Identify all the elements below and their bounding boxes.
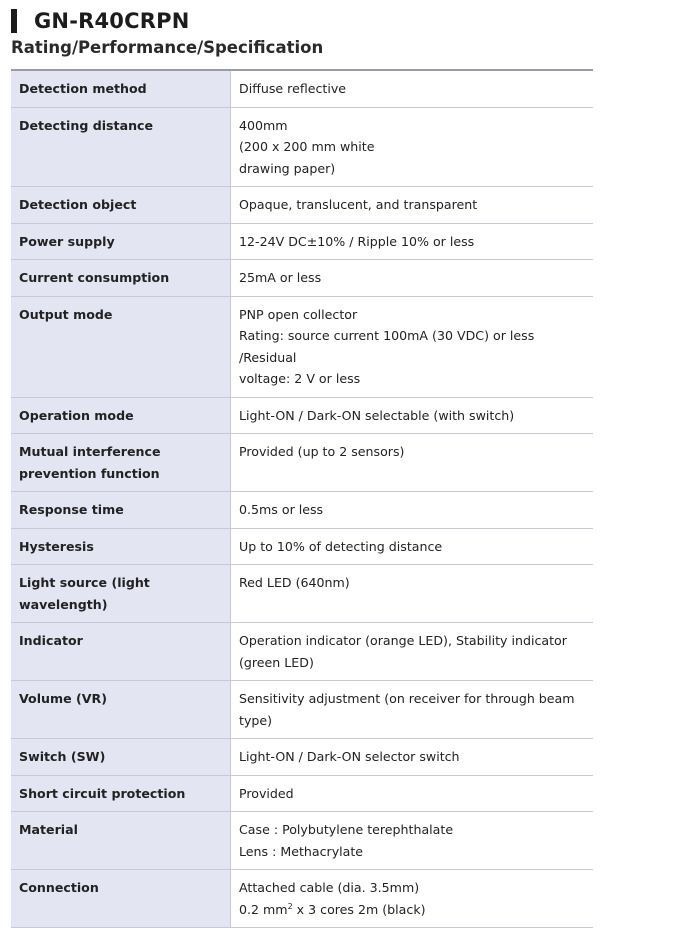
row-label: Power supply (11, 223, 231, 260)
value-line: Attached cable (dia. 3.5mm) (239, 880, 420, 895)
row-value (231, 187, 594, 224)
value-line (239, 899, 585, 921)
value-line: Light-ON / Dark-ON selector switch (239, 749, 460, 764)
table-row (11, 397, 593, 434)
row-label: Operation mode (11, 397, 231, 434)
row-label: Response time (11, 492, 231, 529)
page-title: GN-R40CRPN (34, 9, 190, 33)
row-label: Material (11, 812, 231, 870)
page-header (11, 7, 189, 35)
row-label: Detection method (11, 70, 231, 107)
row-value (231, 492, 594, 529)
value-line: voltage: 2 V or less (239, 371, 361, 386)
row-label: Switch (SW) (11, 739, 231, 776)
value-text: 0.2 mm (239, 901, 288, 917)
value-line: Operation indicator (orange LED), Stability indicator (green LED) (239, 633, 567, 670)
row-label: Light source (light wavelength) (11, 565, 231, 623)
table-row (11, 70, 593, 107)
table-row (11, 107, 593, 187)
table-row (11, 775, 593, 812)
value-line: PNP open collector (239, 306, 358, 322)
value-line: Light-ON / Dark-ON selectable (with switch) (239, 407, 515, 423)
value-line: 25mA or less (239, 270, 322, 285)
row-label: Connection (11, 870, 231, 928)
value-line: Rating: source current 100mA (30 VDC) or less /Residual (239, 328, 535, 365)
row-value (231, 70, 594, 107)
table-row (11, 681, 593, 739)
table-row (11, 260, 593, 297)
row-value (231, 107, 594, 187)
row-value (231, 775, 594, 812)
row-value (231, 681, 594, 739)
row-value (231, 870, 594, 928)
row-label: Detecting distance (11, 107, 231, 187)
value-line: 400mm (239, 117, 288, 133)
row-value (231, 260, 594, 297)
row-label: Indicator (11, 623, 231, 681)
table-row (11, 739, 593, 776)
row-label: Output mode (11, 296, 231, 397)
value-line: Red LED (640nm) (239, 575, 350, 590)
value-line: Sensitivity adjustment (on receiver for through beam type) (239, 691, 575, 728)
value-line: 12-24V DC±10% / Ripple 10% or less (239, 233, 475, 249)
table-row (11, 492, 593, 529)
value-line: Provided (239, 785, 294, 801)
table-row (11, 296, 593, 397)
value-line: drawing paper) (239, 160, 336, 176)
value-line: 0.5ms or less (239, 502, 324, 517)
row-value (231, 223, 594, 260)
row-label: Mutual interference prevention function (11, 434, 231, 492)
row-value (231, 296, 594, 397)
table-row (11, 434, 593, 492)
table-row (11, 565, 593, 623)
section-subtitle: Rating/Performance/Specification (11, 38, 324, 57)
row-value (231, 434, 594, 492)
value-line: Up to 10% of detecting distance (239, 538, 443, 554)
row-value (231, 528, 594, 565)
row-value (231, 739, 594, 776)
table-row (11, 528, 593, 565)
row-label: Hysteresis (11, 528, 231, 565)
spec-table (11, 69, 593, 928)
value-line: Case : Polybutylene terephthalate (239, 822, 454, 837)
row-label: Short circuit protection (11, 775, 231, 812)
row-value (231, 812, 594, 870)
row-value (231, 397, 594, 434)
row-label: Volume (VR) (11, 681, 231, 739)
value-line: (200 x 200 mm white (239, 139, 375, 154)
title-marker (11, 9, 17, 33)
row-label: Detection object (11, 187, 231, 224)
table-row (11, 623, 593, 681)
value-line: Lens : Methacrylate (239, 843, 364, 859)
value-text: x 3 cores 2m (black) (292, 901, 426, 917)
spec-table-body (11, 70, 593, 928)
row-label: Current consumption (11, 260, 231, 297)
row-value (231, 565, 594, 623)
superscript: 2 (287, 901, 293, 911)
table-row (11, 812, 593, 870)
value-line: Opaque, translucent, and transparent (239, 197, 478, 212)
table-row (11, 223, 593, 260)
value-line: Provided (up to 2 sensors) (239, 444, 405, 459)
row-value (231, 623, 594, 681)
table-row (11, 870, 593, 928)
value-line: Diffuse reflective (239, 81, 347, 96)
table-row (11, 187, 593, 224)
